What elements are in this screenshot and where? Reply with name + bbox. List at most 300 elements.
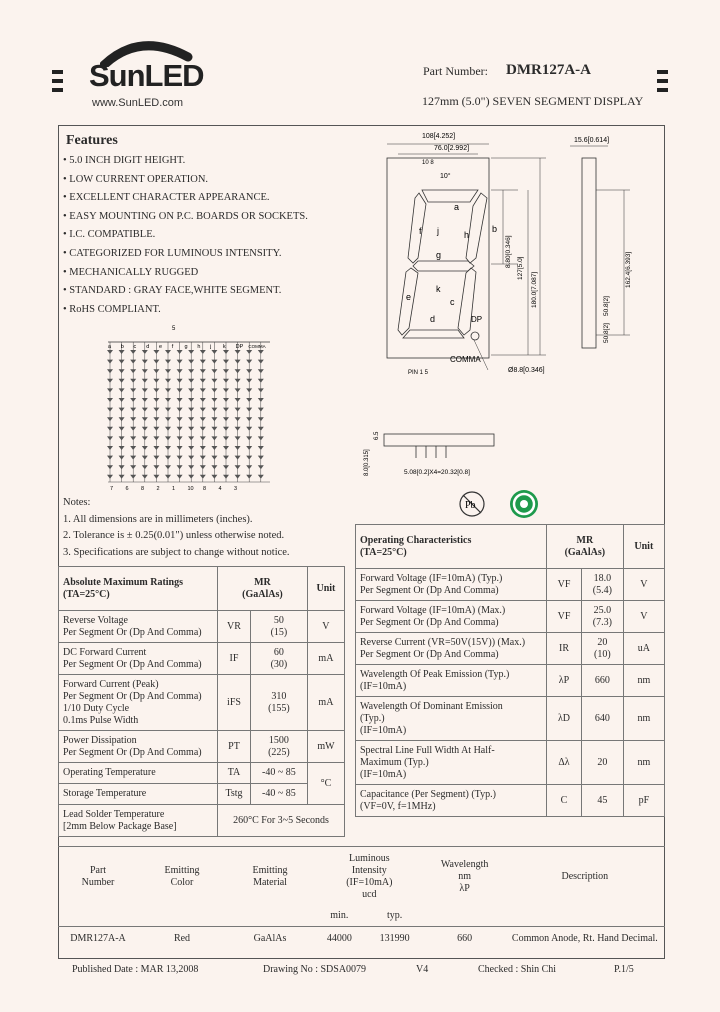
pin-number: 2: [156, 486, 160, 492]
diode-symbol: [119, 379, 125, 383]
diode-symbol: [107, 436, 113, 440]
param: Storage Temperature: [59, 784, 218, 805]
diode-symbol: [235, 427, 241, 431]
param: Power Dissipation: [63, 734, 137, 746]
notes-title: Notes:: [63, 497, 91, 508]
diode-symbol: [130, 446, 136, 450]
value: 50: [273, 614, 284, 626]
diode-symbol: [223, 408, 229, 412]
table-row: [58, 906, 665, 926]
diode-symbol: [165, 427, 171, 431]
table-row: [59, 763, 345, 784]
param: Per Segment Or (Dp And Comma): [63, 746, 202, 758]
diode-symbol: [223, 369, 229, 373]
diode-symbol: [177, 350, 183, 354]
circuit-top-pin: 5: [172, 326, 176, 332]
diode-symbol: [211, 446, 217, 450]
diode-symbol: [211, 417, 217, 421]
diode-symbol: [119, 350, 125, 354]
symbol: VR: [218, 611, 251, 643]
symbol: Δλ: [547, 741, 582, 785]
diode-symbol: [130, 465, 136, 469]
diode-symbol: [258, 446, 264, 450]
diode-symbol: [246, 408, 252, 412]
feature-item: • LOW CURRENT OPERATION.: [63, 173, 209, 185]
col-header: ucd: [362, 889, 377, 900]
diode-symbol: [165, 408, 171, 412]
diode-symbol: [153, 360, 159, 364]
diode-symbol: [246, 456, 252, 460]
diode-symbol: [235, 436, 241, 440]
diode-symbol: [235, 456, 241, 460]
seg-b: b: [492, 224, 498, 234]
col-header: typ.: [386, 909, 403, 921]
diode-symbol: [153, 388, 159, 392]
diode-symbol: [165, 456, 171, 460]
diode-symbol: [258, 388, 264, 392]
diode-symbol: [258, 360, 264, 364]
diode-symbol: [177, 369, 183, 373]
diode-symbol: [188, 388, 194, 392]
pin-number: 1: [172, 486, 176, 492]
seg-a: a: [454, 202, 460, 212]
diode-symbol: [235, 388, 241, 392]
value: 260°C For 3~5 Seconds: [218, 805, 345, 837]
diode-symbol: [119, 388, 125, 392]
diode-symbol: [200, 408, 206, 412]
diode-symbol: [200, 360, 206, 364]
dp-label: DP: [471, 315, 483, 324]
value: -40 ~ 85: [251, 763, 308, 784]
diode-symbol: [142, 456, 148, 460]
diode-symbol: [235, 408, 241, 412]
diode-symbol: [119, 436, 125, 440]
diode-symbol: [153, 475, 159, 479]
diode-symbol: [246, 379, 252, 383]
cell-material: GaAlAs: [253, 933, 287, 945]
diode-symbol: [165, 475, 171, 479]
circuit-diagram: [100, 322, 290, 492]
diode-symbol: [200, 379, 206, 383]
table-row: [356, 525, 665, 569]
param: DC Forward Current: [63, 646, 147, 658]
param: [2mm Below Package Base]: [63, 820, 177, 832]
unit: mW: [307, 731, 344, 763]
param: Reverse Current (VR=50V(15V)) (Max.): [360, 636, 526, 648]
symbol: VF: [547, 601, 582, 633]
value: (5.4): [592, 584, 612, 596]
dim-side-lower: 50.8[2]: [603, 323, 610, 343]
diode-symbol: [153, 369, 159, 373]
diode-symbol: [258, 417, 264, 421]
abs-title: Absolute Maximum Ratings: [63, 576, 184, 588]
diode-symbol: [258, 436, 264, 440]
diode-symbol: [211, 436, 217, 440]
diode-symbol: [211, 360, 217, 364]
diode-symbol: [130, 379, 136, 383]
abs-title2: (TA=25°C): [63, 588, 110, 600]
seg-g: g: [436, 250, 442, 260]
diode-symbol: [107, 379, 113, 383]
diode-symbol: [223, 398, 229, 402]
pin-labels: [110, 486, 237, 492]
feature-item: • I.C. COMPATIBLE.: [63, 229, 156, 241]
diode-symbol: [223, 446, 229, 450]
diode-symbol: [188, 436, 194, 440]
diode-symbol: [142, 446, 148, 450]
diode-symbol: [211, 408, 217, 412]
diode-symbol: [130, 408, 136, 412]
unit: V: [623, 569, 664, 601]
diode-symbol: [200, 465, 206, 469]
operating-characteristics-table: [355, 524, 665, 817]
segment-label: j: [210, 344, 212, 350]
segment-label: COMMA: [248, 344, 266, 349]
value: 640: [582, 697, 624, 741]
value: 1500: [268, 734, 289, 746]
unit: nm: [623, 741, 664, 785]
cell-color: Red: [173, 933, 191, 945]
segment-label: d: [146, 344, 150, 350]
diode-symbol: [119, 456, 125, 460]
diode-symbol: [119, 408, 125, 412]
value: (225): [268, 746, 290, 758]
diode-symbol: [188, 475, 194, 479]
col-header: Material: [253, 877, 287, 888]
col-header: nm: [458, 871, 472, 882]
param: Wavelength Of Peak Emission (Typ.): [360, 668, 510, 680]
diode-symbol: [223, 388, 229, 392]
bottom-view-drawing: [360, 418, 500, 483]
diode-symbol: [177, 456, 183, 460]
diode-symbol: [235, 350, 241, 354]
diode-grid: [107, 342, 270, 482]
diode-symbol: [235, 465, 241, 469]
diode-symbol: [107, 360, 113, 364]
col-header: Luminous: [349, 853, 390, 864]
diode-symbol: [107, 465, 113, 469]
dim-dp: Ø8.8[0.346]: [508, 367, 545, 374]
diode-symbol: [188, 417, 194, 421]
feature-item: • MECHANICALLY RUGGED: [63, 266, 199, 278]
col-header: Part: [89, 865, 107, 876]
param: Per Segment Or (Dp And Comma): [360, 648, 499, 660]
diode-symbol: [153, 436, 159, 440]
bottom-dim: 5.08[0.2]X4=20.32[0.8]: [404, 469, 470, 476]
unit: mA: [307, 675, 344, 731]
diode-symbol: [142, 417, 148, 421]
diode-symbol: [258, 379, 264, 383]
diode-symbol: [188, 360, 194, 364]
dim-seg: 8.80[0.346]: [505, 235, 512, 268]
diode-symbol: [153, 379, 159, 383]
seg-h: h: [464, 230, 470, 240]
table-row: [356, 569, 665, 601]
col-header: Emitting: [164, 865, 200, 876]
checked-by: Checked : Shin Chi: [478, 964, 557, 975]
col-header: Emitting: [252, 865, 288, 876]
diode-symbol: [223, 427, 229, 431]
feature-item: • EXCELLENT CHARACTER APPEARANCE.: [63, 192, 270, 204]
dim-side-total: 162.4[6.393]: [625, 251, 632, 288]
diode-symbol: [142, 475, 148, 479]
diode-symbol: [223, 360, 229, 364]
diode-symbol: [130, 475, 136, 479]
diode-symbol: [246, 417, 252, 421]
param: Wavelength Of Dominant Emission: [360, 700, 503, 712]
pin-number: 7: [110, 486, 114, 492]
diode-symbol: [142, 436, 148, 440]
diode-symbol: [235, 398, 241, 402]
table-row: [356, 633, 665, 665]
diode-symbol: [211, 456, 217, 460]
left-bars-decoration: [52, 70, 63, 97]
diode-symbol: [258, 475, 264, 479]
segment-label: k: [222, 344, 226, 350]
diode-symbol: [235, 379, 241, 383]
diode-symbol: [200, 456, 206, 460]
seg-j: j: [437, 226, 439, 236]
diode-symbol: [119, 398, 125, 402]
diode-symbol: [246, 398, 252, 402]
diode-symbol: [119, 465, 125, 469]
diode-symbol: [188, 379, 194, 383]
table-row: [58, 926, 665, 952]
param: Per Segment Or (Dp And Comma): [63, 626, 202, 638]
diode-symbol: [119, 475, 125, 479]
part-table-top-rule: [58, 846, 665, 847]
dim-inner: 76.0[2.992]: [434, 145, 470, 152]
lead-free-icon: [458, 490, 486, 518]
symbol: PT: [218, 731, 251, 763]
value: 20: [582, 741, 624, 785]
feature-item: • STANDARD : GRAY FACE,WHITE SEGMENT.: [63, 285, 282, 297]
op-col-mr: MR: [576, 534, 594, 546]
diode-symbol: [130, 388, 136, 392]
dim-side-mid: 50.8[2]: [603, 296, 610, 316]
unit: V: [623, 601, 664, 633]
value: 20: [597, 636, 608, 648]
diode-symbol: [211, 475, 217, 479]
unit: °C: [307, 763, 344, 805]
diode-symbol: [200, 369, 206, 373]
symbol: IR: [547, 633, 582, 665]
dim-digit: 127[5.0]: [517, 256, 524, 280]
abs-col-mr: MR: [254, 576, 271, 588]
diode-symbol: [246, 427, 252, 431]
diode-symbol: [165, 369, 171, 373]
diode-symbol: [200, 475, 206, 479]
segment-label: h: [197, 344, 201, 350]
diode-symbol: [246, 465, 252, 469]
segment-label: b: [120, 344, 124, 350]
col-header: Wavelength: [440, 859, 489, 870]
dim-pin-spacing: 10 8: [422, 160, 434, 166]
diode-symbol: [188, 427, 194, 431]
abs-col-mr2: (GaAlAs): [242, 588, 283, 600]
diode-symbol: [200, 446, 206, 450]
diode-symbol: [130, 427, 136, 431]
symbol: VF: [547, 569, 582, 601]
diode-symbol: [142, 398, 148, 402]
col-header: Color: [170, 877, 194, 888]
symbol: TA: [218, 763, 251, 784]
dim-side-top: 15.6[0.614]: [574, 137, 610, 144]
op-title2: (TA=25°C): [360, 546, 407, 558]
diode-symbol: [165, 350, 171, 354]
diode-symbol: [246, 350, 252, 354]
diode-symbol: [200, 436, 206, 440]
symbol: IF: [218, 643, 251, 675]
table-row: [356, 785, 665, 817]
col-header: Number: [81, 877, 115, 888]
col-header: min.: [330, 909, 349, 921]
diode-symbol: [130, 369, 136, 373]
col-header: Intensity: [351, 865, 387, 876]
diode-symbol: [177, 465, 183, 469]
diode-symbol: [177, 427, 183, 431]
cell-min: 44000: [326, 933, 352, 945]
param: Per Segment Or (Dp And Comma): [63, 658, 202, 670]
pin-number: 4: [218, 486, 222, 492]
dim-width: 108[4.252]: [422, 133, 456, 140]
dim-angle: 10°: [440, 173, 451, 180]
param: Per Segment Or (Dp And Comma): [360, 584, 499, 596]
param: (VF=0V, f=1MHz): [360, 800, 436, 812]
table-row: [356, 665, 665, 697]
diode-symbol: [258, 465, 264, 469]
symbol: C: [547, 785, 582, 817]
diode-symbol: [153, 350, 159, 354]
diode-symbol: [223, 417, 229, 421]
diode-symbol: [153, 398, 159, 402]
dim-height: 180.0[7.087]: [531, 271, 538, 308]
col-header: (IF=10mA): [346, 877, 393, 888]
diode-symbol: [188, 465, 194, 469]
diode-symbol: [107, 456, 113, 460]
part-number: DMR127A-A: [506, 62, 591, 78]
diode-symbol: [177, 446, 183, 450]
diode-symbol: [107, 475, 113, 479]
param: Spectral Line Full Width At Half-: [360, 744, 495, 756]
diode-symbol: [119, 417, 125, 421]
diode-symbol: [177, 408, 183, 412]
diode-symbol: [258, 369, 264, 373]
feature-item: • RoHS COMPLIANT.: [63, 303, 161, 315]
diode-symbol: [211, 369, 217, 373]
diode-symbol: [177, 388, 183, 392]
diode-symbol: [142, 369, 148, 373]
pin-number: 8: [203, 486, 207, 492]
param: 1/10 Duty Cycle: [63, 702, 130, 714]
diode-symbol: [177, 417, 183, 421]
pin-number: 3: [234, 486, 238, 492]
table-row: [356, 741, 665, 785]
cell-part: DMR127A-A: [70, 933, 126, 945]
diode-symbol: [223, 465, 229, 469]
value: (155): [268, 702, 290, 714]
diode-symbol: [153, 417, 159, 421]
diode-symbol: [223, 456, 229, 460]
segment-label: g: [184, 344, 188, 350]
param: Reverse Voltage: [63, 614, 128, 626]
seg-f: f: [419, 226, 422, 236]
symbol: Tstg: [218, 784, 251, 805]
diode-symbol: [200, 388, 206, 392]
diode-symbol: [211, 427, 217, 431]
diode-symbol: [165, 388, 171, 392]
diode-symbol: [153, 456, 159, 460]
param: Lead Solder Temperature: [63, 808, 165, 820]
diode-symbol: [211, 398, 217, 402]
version: V4: [416, 964, 429, 975]
diode-symbol: [130, 350, 136, 354]
svg-text:Pb: Pb: [465, 500, 476, 511]
col-header: Description: [561, 871, 609, 882]
diode-symbol: [107, 350, 113, 354]
diode-symbol: [200, 350, 206, 354]
diode-symbol: [188, 456, 194, 460]
value: (7.3): [592, 616, 612, 628]
page-subtitle: 127mm (5.0") SEVEN SEGMENT DISPLAY: [422, 94, 644, 108]
diode-symbol: [223, 436, 229, 440]
col-header: λP: [459, 883, 470, 894]
unit: mA: [307, 643, 344, 675]
diode-symbol: [211, 388, 217, 392]
diode-symbol: [235, 446, 241, 450]
side-dim2: 6.5: [374, 431, 380, 440]
diode-symbol: [165, 360, 171, 364]
diode-symbol: [223, 379, 229, 383]
diode-symbol: [200, 398, 206, 402]
diode-symbol: [165, 436, 171, 440]
diode-symbol: [188, 369, 194, 373]
diode-symbol: [188, 446, 194, 450]
diode-symbol: [107, 398, 113, 402]
value: (15): [270, 626, 288, 638]
note-item: 3. Specifications are subject to change without notice.: [63, 546, 290, 558]
diode-symbol: [223, 350, 229, 354]
symbol: λD: [547, 697, 582, 741]
diode-symbol: [246, 475, 252, 479]
value: (30): [270, 658, 288, 670]
table-row: [59, 731, 345, 763]
front-view-drawing: [378, 130, 578, 380]
value: 25.0: [593, 604, 612, 616]
unit: nm: [623, 697, 664, 741]
part-number-label: Part Number:: [423, 64, 488, 78]
feature-item: • CATEGORIZED FOR LUMINOUS INTENSITY.: [63, 247, 282, 259]
diode-symbol: [142, 350, 148, 354]
diode-symbol: [246, 446, 252, 450]
diode-symbol: [246, 360, 252, 364]
features-title: Features: [66, 133, 118, 148]
diode-symbol: [258, 456, 264, 460]
diode-symbol: [223, 475, 229, 479]
diode-symbol: [246, 436, 252, 440]
table-row: [356, 697, 665, 741]
diode-symbol: [119, 446, 125, 450]
table-row: [58, 848, 665, 906]
diode-symbol: [177, 436, 183, 440]
segment-label: f: [171, 344, 174, 350]
value: 18.0: [593, 572, 612, 584]
diode-symbol: [211, 350, 217, 354]
cell-typ: 131990: [379, 933, 410, 945]
segment-label: c: [133, 344, 137, 350]
diode-symbol: [235, 475, 241, 479]
feature-item: • EASY MOUNTING ON P.C. BOARDS OR SOCKETS.: [63, 210, 308, 222]
